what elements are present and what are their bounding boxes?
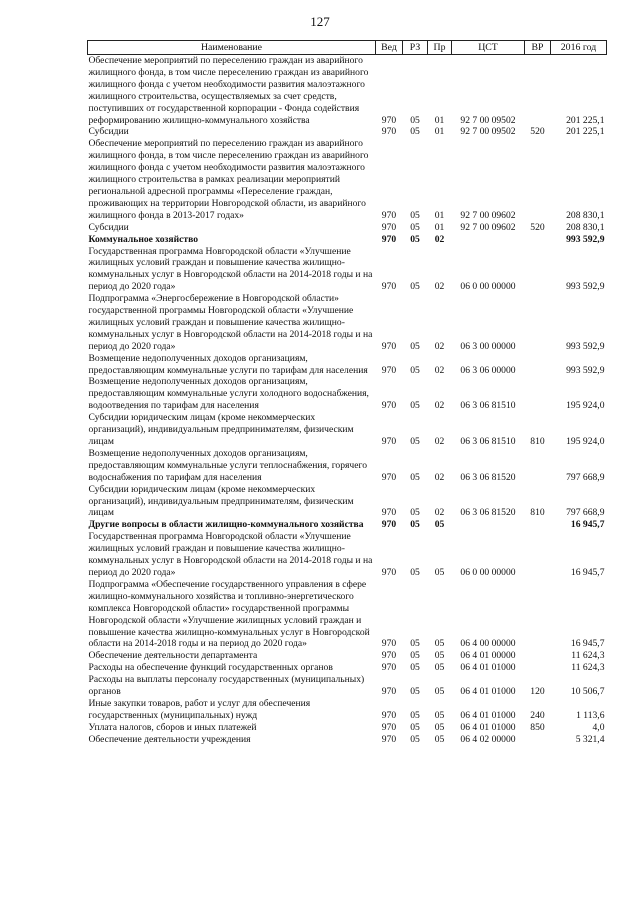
cell-name: Подпрограмма «Обеспечение государственного управления в сфере жилищно-коммунального хозяйства и топливно-энергетического комплекса Новгородской области» государственной программы Новгородской области «Улучшение жилищных условий граждан и повышение качества жилищно-коммунальных услуг в Новгородской области на 2014-2018 годы и на период до 2020 года»: [88, 578, 370, 650]
cell-sum: 201 225,1: [566, 114, 605, 126]
cell-name: Иные закупки товаров, работ и услуг для обеспечения государственных (муниципальных) нужд: [88, 697, 311, 721]
cell-vr: [525, 531, 551, 579]
cell-rz: 05: [410, 709, 420, 721]
cell-ved: 970: [381, 662, 397, 674]
cell-sum: 195 924,0: [566, 400, 605, 412]
cell-sum: 10 506,7: [570, 686, 605, 698]
cell-rz: 05: [410, 436, 420, 447]
cell-pr: 02: [434, 507, 445, 519]
cell-rz: 05: [410, 721, 420, 733]
page-number: 127: [310, 14, 330, 29]
cell-sum: 16 945,7: [570, 519, 605, 531]
cell-rz: 05: [410, 686, 420, 698]
cell-vr: [525, 138, 551, 221]
cell-rz: 05: [410, 221, 420, 233]
cell-cst: 06 4 01 01000: [460, 709, 516, 721]
cell-cst: 06 3 00 00000: [460, 340, 516, 352]
cell-sum: 16 945,7: [570, 638, 605, 650]
cell-cst: 06 4 01 01000: [460, 662, 516, 674]
table-row: [88, 650, 607, 662]
cell-cst: 06 4 01 00000: [460, 650, 516, 662]
cell-pr: 02: [434, 233, 445, 245]
table-row: [88, 448, 607, 484]
cell-vr: [525, 734, 551, 746]
cell-vr: 120: [530, 686, 545, 698]
cell-sum: 11 624,3: [571, 662, 605, 674]
table-row: [88, 519, 607, 531]
cell-vr: [525, 293, 551, 353]
cell-pr: 02: [434, 471, 445, 483]
table-row: [88, 138, 607, 221]
cell-ved: 970: [381, 126, 397, 138]
table-row: [88, 376, 607, 412]
cell-name: Обеспечение мероприятий по переселению граждан из аварийного жилищного фонда, в том числе переселению граждан из аварийного жилищного фонда с учетом необходимости развития малоэтажного жилищного строительства, осуществляемых за счет средств, поступивших от государственной корпорации - Фонда содействия реформированию жилищно-коммунального хозяйства: [88, 55, 369, 126]
cell-name: Уплата налогов, сборов и иных платежей: [88, 721, 257, 733]
cell-pr: 05: [434, 650, 445, 662]
table-row: [88, 222, 607, 234]
cell-name: Государственная программа Новгородской области «Улучшение жилищных условий граждан и повышение качества жилищно-коммунальных услуг в Новгородской области на 2014-2018 годы и на период до 2020 года»: [88, 531, 373, 578]
cell-rz: 05: [410, 340, 420, 352]
cell-ved: 970: [381, 221, 397, 233]
cell-cst: 92 7 00 09602: [460, 221, 516, 233]
column-header-ved: Вед: [376, 41, 403, 55]
cell-sum: 1 113,6: [576, 709, 605, 721]
table-row: [88, 734, 607, 746]
table-row: [88, 662, 607, 674]
cell-pr: 01: [434, 126, 445, 138]
cell-cst: 92 7 00 09502: [460, 114, 516, 126]
budget-table: [87, 40, 607, 746]
cell-name: Возмещение недополученных доходов организациям, предоставляющим коммунальные услуги теплоснабжения, горячего водоснабжения по тарифам для населения: [88, 447, 367, 483]
cell-vr: [525, 519, 551, 531]
cell-name: Другие вопросы в области жилищно-коммунального хозяйства: [88, 519, 364, 531]
cell-ved: 970: [381, 519, 397, 531]
cell-cst: 06 3 06 81510: [460, 436, 516, 447]
cell-pr: 02: [434, 281, 445, 293]
cell-ved: 970: [381, 340, 397, 352]
cell-pr: 05: [434, 519, 445, 531]
cell-ved: 970: [381, 733, 397, 745]
cell-rz: 05: [410, 638, 420, 650]
column-header-rz: РЗ: [403, 41, 428, 55]
cell-cst: 92 7 00 09602: [460, 209, 516, 221]
cell-name: Коммунальное хозяйство: [88, 233, 198, 245]
cell-name: Государственная программа Новгородской области «Улучшение жилищных условий граждан и повышение качества жилищно-коммунальных услуг в Новгородской области на 2014-2018 годы и на период до 2020 года»: [88, 245, 373, 293]
table-row: [88, 698, 607, 722]
cell-ved: 970: [381, 471, 397, 483]
table-row: [88, 126, 607, 138]
cell-ved: 970: [381, 566, 397, 578]
cell-vr: [525, 662, 551, 674]
cell-sum: 797 668,9: [566, 471, 605, 483]
cell-ved: 970: [381, 114, 397, 126]
cell-ved: 970: [381, 436, 397, 447]
cell-cst: 06 4 00 00000: [460, 638, 516, 650]
cell-pr: 05: [434, 709, 445, 721]
cell-rz: 05: [410, 566, 420, 578]
cell-ved: 970: [381, 364, 397, 376]
cell-cst: 06 3 06 81510: [460, 400, 516, 412]
cell-name: Возмещение недополученных доходов организациям, предоставляющим коммунальные услуги по тарифам для населения: [88, 352, 368, 376]
cell-pr: 05: [434, 733, 445, 745]
cell-sum: 993 592,9: [566, 233, 605, 245]
cell-ved: 970: [381, 638, 397, 650]
cell-pr: 02: [434, 364, 445, 376]
cell-pr: 05: [434, 686, 445, 698]
column-header-name: Наименование: [88, 41, 376, 55]
column-header-cst: ЦСТ: [452, 41, 525, 55]
cell-name: Расходы на выплаты персоналу государственных (муниципальных) органов: [88, 674, 365, 698]
cell-sum: 993 592,9: [566, 281, 605, 293]
column-header-vr: ВР: [525, 41, 551, 55]
cell-rz: 05: [410, 662, 420, 674]
cell-rz: 05: [410, 650, 420, 662]
cell-vr: [525, 234, 551, 246]
cell-name: Обеспечение мероприятий по переселению граждан из аварийного жилищного фонда, в том числе переселению граждан из аварийного жилищного фонда с учетом необходимости развития малоэтажного жилищного строительства в рамках реализации мероприятий региональной адресной программы «Переселение граждан, проживающих на территории Новгородской области, из аварийного жилищного фонда в 2013-2017 годах»: [88, 138, 369, 221]
cell-sum: 195 924,0: [566, 436, 605, 447]
cell-sum: 993 592,9: [566, 340, 605, 352]
cell-vr: [525, 55, 551, 127]
column-header-year: 2016 год: [551, 41, 607, 55]
table-row: [88, 234, 607, 246]
cell-cst: 06 4 01 01000: [460, 686, 516, 698]
cell-rz: 05: [410, 471, 420, 483]
cell-name: Субсидии юридическим лицам (кроме некоммерческих организаций), индивидуальным предпринимателям, физическим лицам: [88, 483, 354, 519]
cell-ved: 970: [381, 709, 397, 721]
cell-sum: 208 830,1: [566, 221, 605, 233]
cell-vr: [525, 448, 551, 484]
cell-name: Возмещение недополученных доходов организациям, предоставляющим коммунальные услуги холодного водоснабжения, водоотведения по тарифам для населения: [88, 376, 369, 412]
cell-vr: 520: [530, 221, 545, 233]
cell-pr: 02: [434, 436, 445, 447]
cell-cst: 92 7 00 09502: [460, 126, 516, 138]
cell-cst: 06 0 00 00000: [460, 566, 516, 578]
column-header-pr: Пр: [428, 41, 452, 55]
cell-vr: [525, 353, 551, 377]
cell-sum: 16 945,7: [570, 566, 605, 578]
table-row: [88, 579, 607, 650]
cell-vr: 810: [530, 507, 545, 519]
cell-name: Обеспечение деятельности учреждения: [88, 733, 251, 745]
cell-name: Субсидии: [88, 126, 129, 138]
cell-rz: 05: [410, 281, 420, 293]
cell-ved: 970: [381, 281, 397, 293]
cell-rz: 05: [410, 519, 420, 531]
cell-sum: 797 668,9: [566, 507, 605, 519]
table-row: [88, 531, 607, 579]
cell-pr: 05: [434, 721, 445, 733]
cell-name: Подпрограмма «Энергосбережение в Новгородской области» государственной программы Новгородской области «Улучшение жилищных условий граждан и повышение качества жилищно-коммунальных услуг в Новгородской области на 2014-2018 годы и на период до 2020 года»: [88, 293, 373, 352]
cell-name: Субсидии: [88, 221, 129, 233]
cell-ved: 970: [381, 650, 397, 662]
cell-pr: 01: [434, 114, 445, 126]
cell-cst: 06 4 02 00000: [460, 733, 516, 745]
cell-ved: 970: [381, 721, 397, 733]
cell-rz: 05: [410, 126, 420, 138]
cell-ved: 970: [381, 233, 397, 245]
cell-pr: 02: [434, 400, 445, 412]
table-row: [88, 353, 607, 377]
cell-pr: 05: [434, 638, 445, 650]
cell-vr: 810: [530, 436, 545, 447]
cell-sum: 201 225,1: [566, 126, 605, 138]
cell-ved: 970: [381, 209, 397, 221]
table-row: [88, 246, 607, 294]
cell-cst: [452, 519, 525, 531]
cell-rz: 05: [410, 733, 420, 745]
cell-rz: 05: [410, 400, 420, 412]
cell-vr: [525, 376, 551, 412]
cell-pr: 01: [434, 221, 445, 233]
table-row: [88, 722, 607, 734]
table-row: [88, 412, 607, 448]
cell-ved: 970: [381, 400, 397, 412]
cell-rz: 05: [410, 209, 420, 221]
cell-vr: 850: [530, 721, 545, 733]
cell-rz: 05: [410, 364, 420, 376]
cell-cst: 06 0 00 00000: [460, 281, 516, 293]
cell-sum: 993 592,9: [566, 364, 605, 376]
cell-cst: [452, 234, 525, 246]
table-row: [88, 674, 607, 698]
table-header-row: [88, 41, 607, 55]
cell-vr: [525, 650, 551, 662]
cell-ved: 970: [381, 686, 397, 698]
cell-cst: 06 3 06 81520: [460, 507, 516, 519]
cell-pr: 05: [434, 662, 445, 674]
cell-sum: 4,0: [592, 721, 605, 733]
cell-vr: 240: [530, 709, 545, 721]
cell-sum: 5 321,4: [575, 733, 605, 745]
cell-cst: 06 3 06 00000: [460, 364, 516, 376]
cell-pr: 02: [434, 340, 445, 352]
cell-sum: 11 624,3: [571, 650, 605, 662]
cell-rz: 05: [410, 507, 420, 519]
table-row: [88, 55, 607, 127]
cell-name: Обеспечение деятельности департамента: [88, 650, 258, 662]
cell-pr: 05: [434, 566, 445, 578]
table-row: [88, 293, 607, 353]
cell-vr: [525, 246, 551, 294]
cell-pr: 01: [434, 209, 445, 221]
cell-ved: 970: [381, 507, 397, 519]
cell-vr: 520: [530, 126, 545, 138]
cell-vr: [525, 579, 551, 650]
cell-rz: 05: [410, 114, 420, 126]
cell-cst: 06 3 06 81520: [460, 471, 516, 483]
cell-name: Субсидии юридическим лицам (кроме некоммерческих организаций), индивидуальным предпринимателям, физическим лицам: [88, 412, 354, 447]
table-row: [88, 484, 607, 520]
cell-name: Расходы на обеспечение функций государственных органов: [88, 662, 333, 674]
cell-rz: 05: [410, 233, 420, 245]
cell-cst: 06 4 01 01000: [460, 721, 516, 733]
cell-sum: 208 830,1: [566, 209, 605, 221]
